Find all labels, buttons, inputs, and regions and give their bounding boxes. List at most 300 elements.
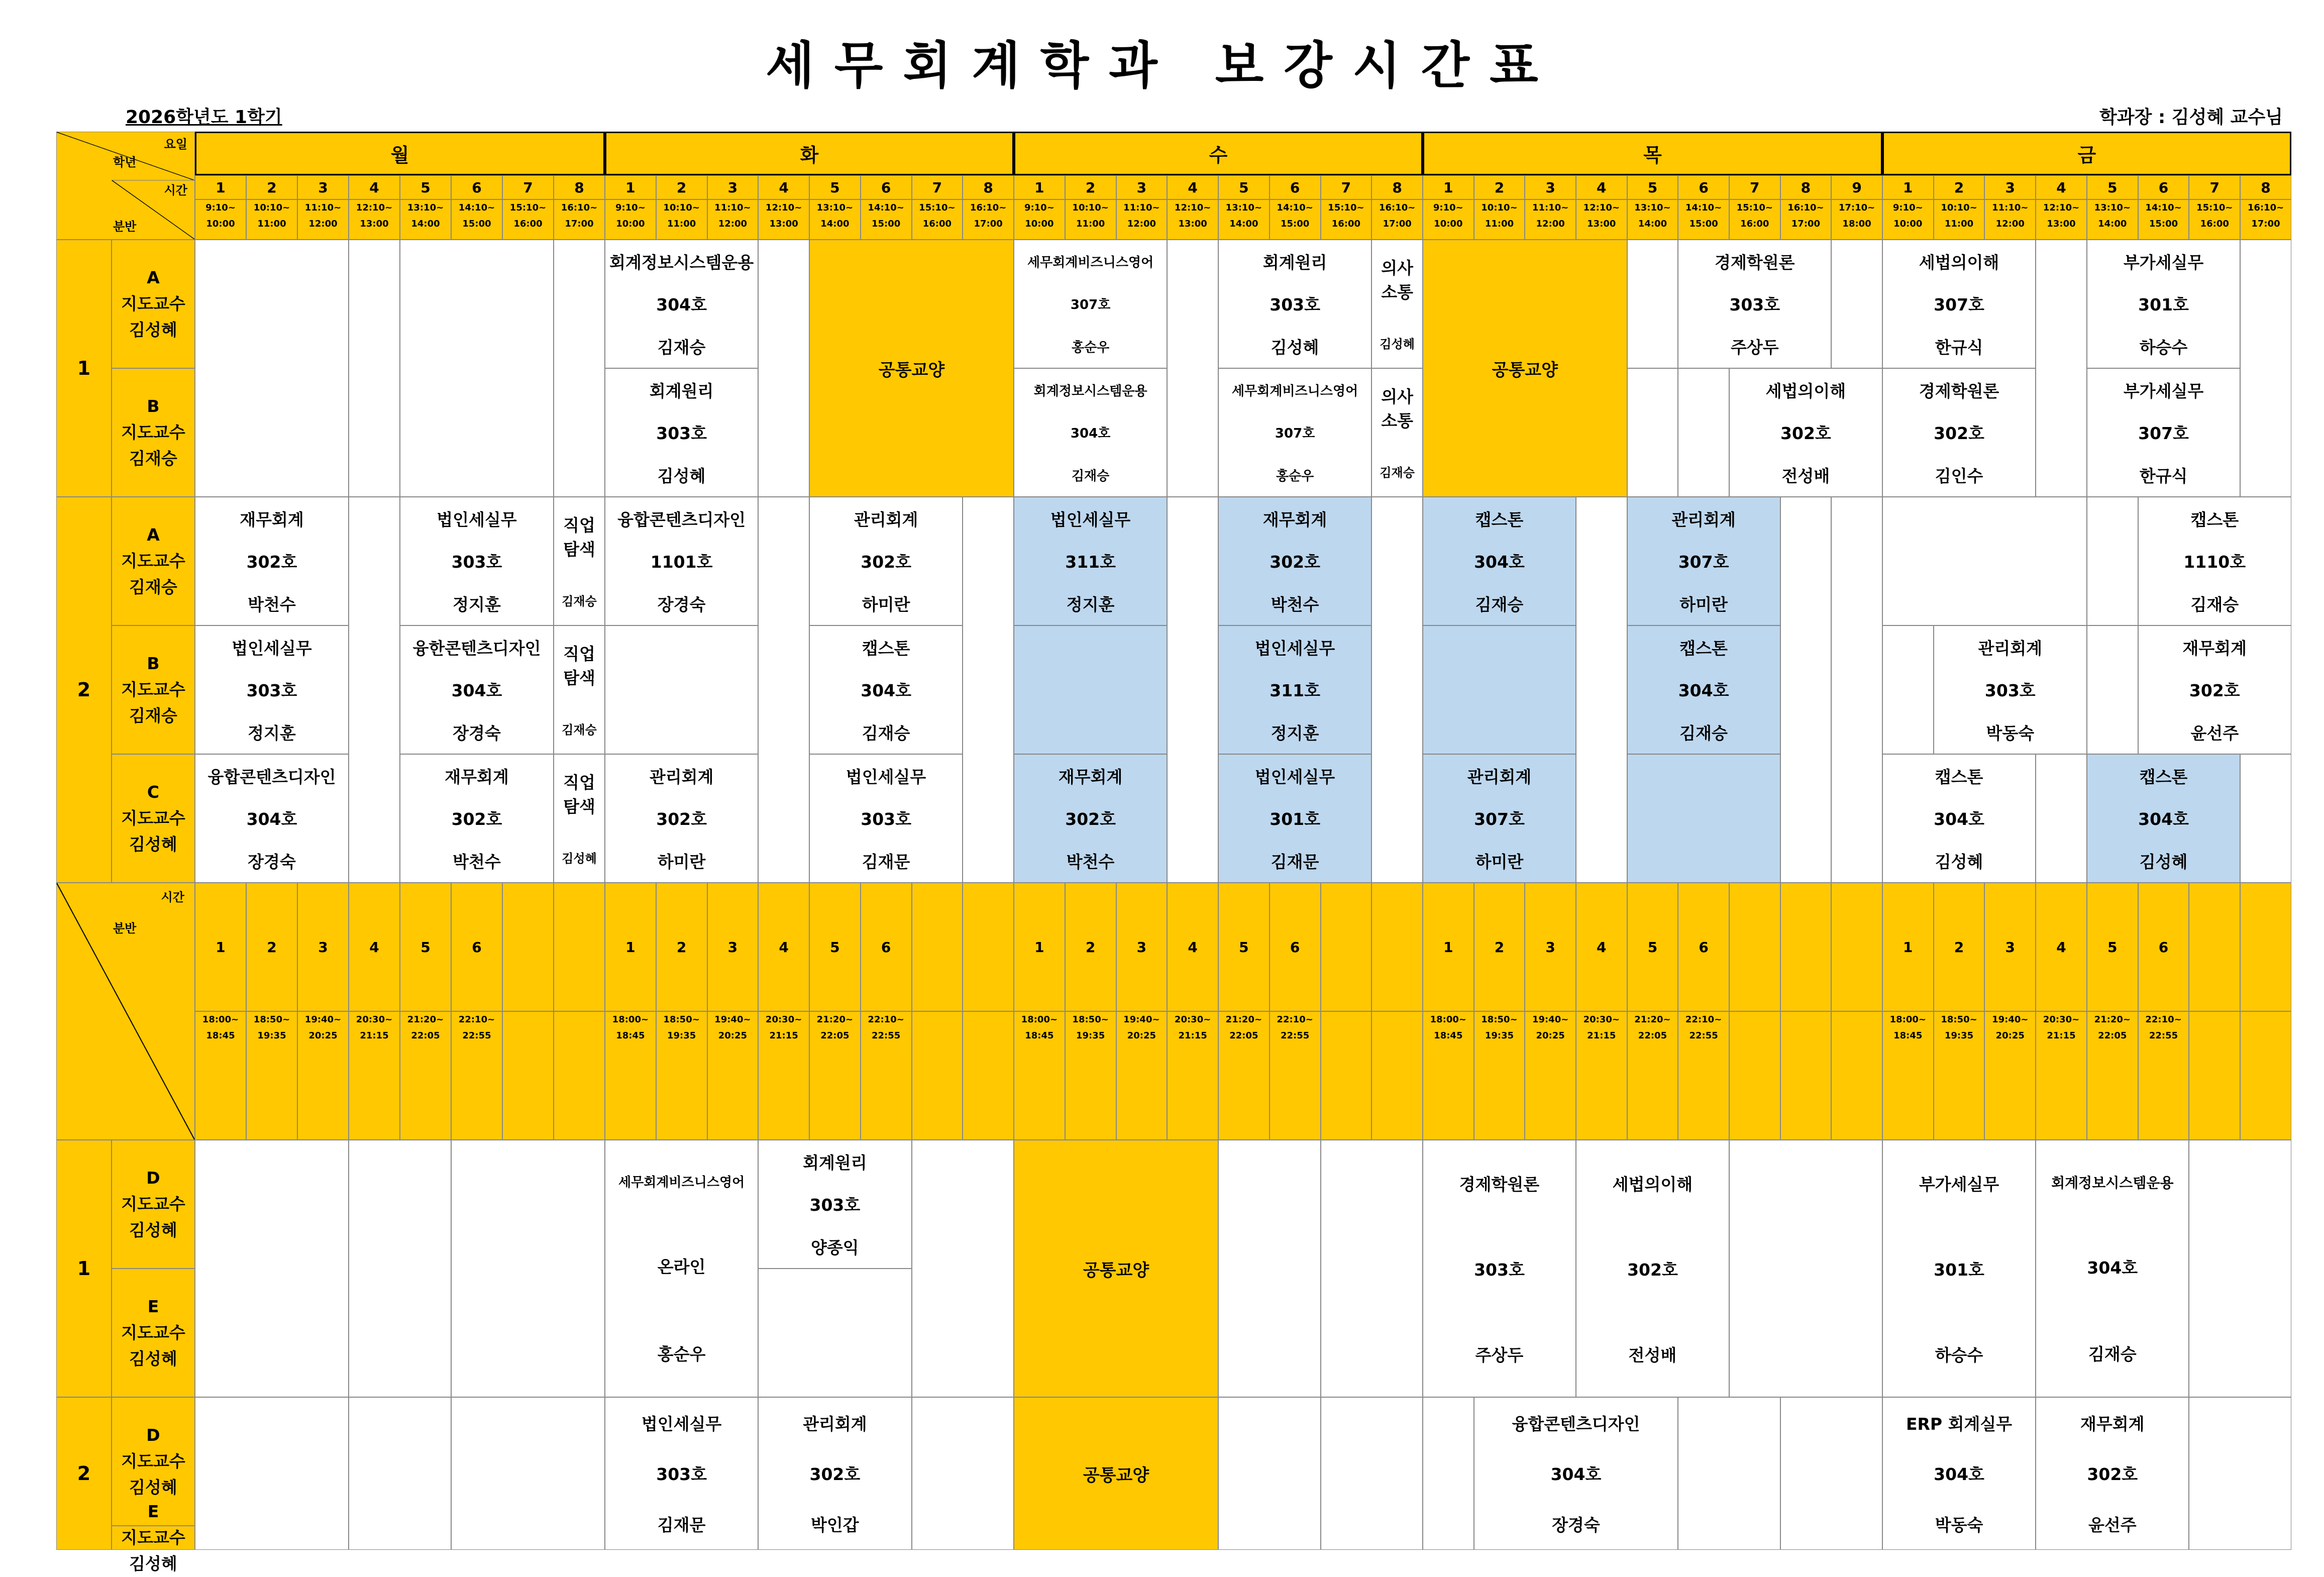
period-number: 1	[1014, 883, 1065, 1011]
empty-cell	[758, 497, 809, 883]
empty-cell	[1831, 240, 1882, 368]
period-end: 22:55	[1689, 1030, 1718, 1041]
period-end: 18:45	[206, 1030, 235, 1041]
class-room: 1101호	[650, 552, 713, 572]
empty-cell	[2240, 754, 2291, 883]
period-start: 15:10~	[919, 202, 956, 213]
class-cell	[1882, 240, 2036, 368]
period-time	[451, 199, 502, 240]
class-cell	[605, 1140, 758, 1397]
period-time	[707, 199, 759, 240]
class-cell	[1014, 240, 1167, 368]
class-room: 304호	[1474, 552, 1525, 572]
class-cell	[1423, 1140, 1576, 1397]
class-cell	[195, 497, 349, 625]
period-start: 19:40~	[1123, 1014, 1160, 1025]
section-label: D 지도교수 김성혜	[112, 1397, 195, 1526]
period-end: 11:00	[1485, 219, 1514, 229]
period-end: 22:55	[2149, 1030, 2178, 1041]
comm-teacher: 김재승	[1380, 466, 1415, 480]
class-teacher: 김성혜	[1271, 338, 1319, 358]
section-label: E 지도교수 김성혜	[112, 1269, 195, 1397]
period-time	[195, 1011, 246, 1140]
empty-cell	[2036, 240, 2087, 497]
class-subject: 재무회계	[1262, 509, 1327, 530]
class-room: 302호	[1780, 424, 1831, 444]
period-number: 5	[2087, 883, 2138, 1011]
period-end: 17:00	[1383, 219, 1412, 229]
period-end: 13:00	[1178, 219, 1207, 229]
period-number: 2	[1934, 883, 1985, 1011]
period-number: 5	[400, 175, 451, 199]
class-subject: 경제학원론	[1459, 1174, 1540, 1194]
empty-cell	[2087, 625, 2138, 754]
class-teacher: 김재승	[2190, 595, 2239, 615]
period-end: 15:00	[2149, 219, 2178, 229]
period-start: 16:10~	[970, 202, 1007, 213]
period-time	[297, 199, 349, 240]
comm-cell	[1371, 240, 1423, 368]
period-number: 7	[1321, 175, 1372, 199]
period-time	[1984, 1011, 2036, 1140]
period-end: 12:00	[1995, 219, 2025, 229]
period-start: 19:40~	[1992, 1014, 2029, 1025]
department-head: 학과장 : 김성혜 교수님	[2099, 107, 2283, 128]
period-time	[246, 1011, 297, 1140]
empty-cell	[1014, 625, 1167, 754]
period-number: 7	[1729, 175, 1780, 199]
job-title: 직업 탐색	[563, 515, 595, 559]
period-end: 16:00	[2200, 219, 2229, 229]
class-room: 302호	[861, 552, 911, 572]
class-teacher: 김재승	[1475, 595, 1524, 615]
period-start: 14:10~	[868, 202, 904, 213]
job-teacher: 김재승	[562, 723, 597, 737]
period-time	[1934, 1011, 1985, 1140]
corner-section-label: 분반	[113, 220, 137, 234]
period-end: 16:00	[1740, 219, 1769, 229]
class-room: 304호	[1070, 426, 1111, 442]
class-room: 303호	[1984, 681, 2036, 701]
class-room: 301호	[1934, 1259, 1984, 1280]
class-cell	[1678, 240, 1831, 368]
class-room: 302호	[2189, 681, 2240, 701]
period-start: 11:10~	[1532, 202, 1569, 213]
empty-cell	[1780, 1011, 1832, 1140]
class-cell	[2036, 1140, 2189, 1397]
period-start: 11:10~	[1123, 202, 1160, 213]
period-number: 1	[195, 175, 246, 199]
comm-cell	[1371, 368, 1423, 497]
period-number: 6	[451, 883, 502, 1011]
period-start: 12:10~	[1174, 202, 1211, 213]
timetable-grid	[56, 132, 2284, 1573]
period-end: 14:00	[1229, 219, 1258, 229]
period-time	[2138, 1011, 2189, 1140]
empty-cell	[2189, 1397, 2291, 1550]
period-end: 21:15	[360, 1030, 389, 1041]
class-cell	[605, 754, 758, 883]
class-room: 302호	[809, 1464, 861, 1485]
empty-cell	[1831, 497, 1882, 883]
period-start: 18:00~	[612, 1014, 649, 1025]
class-room: 303호	[451, 552, 502, 572]
empty-cell	[1831, 883, 1882, 1011]
empty-cell	[1729, 1140, 1882, 1397]
class-teacher: 김재승	[2088, 1344, 2137, 1364]
period-time	[1218, 199, 1270, 240]
class-cell	[400, 497, 554, 625]
period-number: 8	[963, 175, 1014, 199]
class-subject: 캡스톤	[2139, 767, 2188, 787]
grade-label: 2	[56, 1397, 112, 1550]
class-cell	[1218, 497, 1371, 625]
section-label: A 지도교수 김재승	[112, 497, 195, 625]
class-teacher: 정지훈	[453, 595, 501, 615]
class-cell	[2138, 625, 2291, 754]
class-subject: 융한콘텐츠디자인	[412, 638, 541, 658]
period-end: 12:00	[1536, 219, 1565, 229]
class-room: 307호	[2138, 424, 2189, 444]
period-number: 5	[400, 883, 451, 1011]
period-time	[1116, 1011, 1168, 1140]
class-subject: 캡스톤	[862, 638, 910, 658]
class-subject: 법인세실무	[437, 509, 517, 530]
period-time	[707, 1011, 759, 1140]
period-time	[1371, 199, 1423, 240]
period-number: 9	[1831, 175, 1882, 199]
period-start: 16:10~	[1787, 202, 1824, 213]
comm-title: 의사 소통	[1381, 258, 1413, 302]
period-start: 18:50~	[1481, 1014, 1518, 1025]
period-start: 14:10~	[1685, 202, 1722, 213]
period-time	[1882, 1011, 1934, 1140]
period-start: 9:10~	[1024, 202, 1054, 213]
class-teacher: 김재승	[657, 338, 706, 358]
period-start: 9:10~	[1892, 202, 1923, 213]
period-time	[246, 199, 297, 240]
period-time	[1116, 199, 1168, 240]
period-time	[2087, 199, 2138, 240]
period-number: 6	[861, 175, 912, 199]
class-cell	[605, 497, 758, 625]
period-start: 9:10~	[205, 202, 236, 213]
period-start: 10:10~	[253, 202, 290, 213]
period-time	[1627, 1011, 1678, 1140]
empty-cell	[1423, 1397, 1474, 1550]
section-label: C 지도교수 김성혜	[112, 754, 195, 883]
corner-grade-label: 학년	[113, 155, 137, 169]
empty-cell	[1371, 1011, 1423, 1140]
period-time	[1014, 199, 1065, 240]
class-room: 311호	[1065, 552, 1116, 572]
period-time	[809, 1011, 861, 1140]
period-time	[656, 1011, 707, 1140]
section-label: 지도교수 김성혜	[112, 1526, 195, 1550]
period-start: 18:50~	[253, 1014, 290, 1025]
period-number: 3	[1984, 883, 2036, 1011]
period-start: 19:40~	[1532, 1014, 1569, 1025]
period-start: 13:10~	[1634, 202, 1671, 213]
empty-cell	[1167, 240, 1218, 497]
period-number: 5	[1218, 883, 1270, 1011]
class-cell	[2087, 754, 2240, 883]
period-start: 22:10~	[1685, 1014, 1722, 1025]
period-start: 11:10~	[304, 202, 342, 213]
period-number: 4	[2036, 883, 2087, 1011]
period-time	[1065, 199, 1116, 240]
class-room: 302호	[1627, 1259, 1678, 1280]
comm-title: 의사 소통	[1381, 387, 1413, 431]
empty-cell	[1371, 497, 1423, 883]
class-cell	[758, 1397, 911, 1550]
empty-cell	[349, 1397, 451, 1550]
class-cell	[1423, 754, 1576, 883]
class-room: 302호	[2087, 1464, 2138, 1485]
class-subject: 부가세실무	[2123, 381, 2204, 401]
class-subject: 재무회계	[1058, 767, 1123, 787]
class-subject: 경제학원론	[1919, 381, 1999, 401]
period-end: 21:15	[1587, 1030, 1616, 1041]
corner-time-label: 시간	[164, 183, 187, 197]
class-subject: 경제학원론	[1715, 252, 1795, 272]
class-subject: 세무회계비즈니스영어	[1232, 383, 1358, 399]
period-number: 2	[1474, 175, 1525, 199]
class-subject: 회계정보시스템운용	[1033, 383, 1147, 399]
class-room: 303호	[861, 809, 911, 829]
empty-cell	[502, 883, 554, 1011]
class-room: 304호	[1550, 1464, 1602, 1485]
class-cell	[195, 754, 349, 883]
period-start: 20:30~	[356, 1014, 393, 1025]
class-subject: 재무회계	[2182, 638, 2247, 658]
period-end: 22:05	[411, 1030, 440, 1041]
period-time	[1218, 1011, 1270, 1140]
period-end: 22:05	[820, 1030, 850, 1041]
common-block: 공통교양	[1423, 240, 1627, 497]
period-start: 22:10~	[1277, 1014, 1313, 1025]
empty-cell	[1371, 883, 1423, 1011]
class-teacher: 김성혜	[657, 466, 706, 486]
class-subject: ERP 회계실무	[1906, 1414, 2013, 1434]
period-time	[1321, 199, 1372, 240]
period-start: 18:00~	[1430, 1014, 1467, 1025]
class-cell	[605, 368, 758, 497]
empty-cell	[554, 883, 605, 1011]
class-subject: 세무회계비즈니스영어	[618, 1175, 745, 1191]
empty-cell	[912, 1011, 963, 1140]
period-end: 17:00	[2251, 219, 2280, 229]
period-start: 20:30~	[2043, 1014, 2080, 1025]
period-number: 2	[1474, 883, 1525, 1011]
period-number: 3	[1525, 883, 1576, 1011]
class-cell	[809, 754, 963, 883]
class-room: 303호	[1270, 295, 1320, 315]
empty-cell	[912, 1397, 1014, 1550]
class-subject: 관리회계	[803, 1414, 867, 1434]
class-room: 304호	[246, 809, 297, 829]
period-start: 13:10~	[1225, 202, 1262, 213]
class-room: 307호	[1070, 297, 1111, 313]
period-end: 13:00	[769, 219, 798, 229]
period-number: 4	[758, 883, 809, 1011]
period-start: 11:10~	[714, 202, 751, 213]
section-label: D 지도교수 김성혜	[112, 1140, 195, 1269]
period-number: 4	[349, 883, 400, 1011]
period-end: 15:00	[1689, 219, 1718, 229]
empty-cell	[554, 240, 605, 497]
class-subject: 세법의이해	[1612, 1174, 1693, 1194]
empty-cell	[2189, 883, 2240, 1011]
period-start: 19:40~	[304, 1014, 342, 1025]
class-cell	[1014, 368, 1167, 497]
class-room: 307호	[1934, 295, 1984, 315]
period-time	[861, 199, 912, 240]
period-start: 13:10~	[816, 202, 854, 213]
period-time	[1576, 199, 1627, 240]
empty-cell	[1729, 883, 1780, 1011]
class-teacher: 김재문	[1271, 852, 1319, 872]
class-cell	[400, 754, 554, 883]
empty-cell	[195, 1397, 349, 1550]
period-number: 3	[1116, 175, 1168, 199]
period-start: 15:10~	[1736, 202, 1773, 213]
empty-cell	[349, 497, 400, 883]
empty-cell	[1627, 754, 1780, 883]
period-start: 10:10~	[1481, 202, 1518, 213]
class-subject: 캡스톤	[1935, 767, 1983, 787]
period-start: 20:30~	[1583, 1014, 1620, 1025]
class-teacher: 김성혜	[2139, 852, 2188, 872]
period-time	[605, 1011, 656, 1140]
period-number: 6	[1270, 175, 1321, 199]
class-subject: 세법의이해	[1919, 252, 1999, 272]
class-room: 304호	[656, 295, 707, 315]
class-room: 302호	[656, 809, 707, 829]
period-number: 2	[656, 175, 707, 199]
class-cell	[1423, 497, 1576, 625]
period-time	[1984, 199, 2036, 240]
comm-teacher: 김성혜	[1380, 337, 1415, 351]
empty-cell	[1780, 883, 1832, 1011]
period-start: 18:00~	[1021, 1014, 1058, 1025]
period-end: 12:00	[1127, 219, 1156, 229]
period-end: 17:00	[565, 219, 594, 229]
period-time	[1576, 1011, 1627, 1140]
class-cell	[1014, 497, 1167, 625]
period-end: 15:00	[1280, 219, 1310, 229]
class-teacher: 전성배	[1628, 1345, 1677, 1365]
class-teacher: 하미란	[657, 852, 706, 872]
period-end: 22:05	[1229, 1030, 1258, 1041]
period-end: 13:00	[1587, 219, 1616, 229]
class-teacher: 홍순우	[1276, 469, 1314, 484]
class-subject: 융합콘텐츠디자인	[1512, 1414, 1640, 1434]
period-number: 6	[451, 175, 502, 199]
class-cell	[1014, 754, 1167, 883]
period-end: 11:00	[1944, 219, 1974, 229]
class-subject: 캡스톤	[2190, 509, 2239, 530]
period-start: 18:00~	[1889, 1014, 1926, 1025]
period-number: 8	[554, 175, 605, 199]
period-end: 10:00	[1893, 219, 1923, 229]
empty-cell	[963, 883, 1014, 1011]
period-number: 7	[502, 175, 554, 199]
empty-cell	[1627, 368, 1678, 497]
period-number: 2	[656, 883, 707, 1011]
empty-cell	[1882, 497, 2087, 625]
class-subject: 관리회계	[1671, 509, 1736, 530]
period-end: 14:00	[411, 219, 440, 229]
class-cell	[758, 1140, 911, 1269]
section-label: A 지도교수 김성혜	[112, 240, 195, 368]
class-subject: 법인세실무	[232, 638, 312, 658]
empty-cell	[2036, 754, 2087, 883]
class-cell	[400, 625, 554, 754]
empty-cell	[400, 240, 554, 497]
class-room: 304호	[1934, 809, 1984, 829]
period-number: 2	[246, 883, 297, 1011]
period-start: 9:10~	[1433, 202, 1463, 213]
period-end: 16:00	[922, 219, 952, 229]
period-start: 10:10~	[663, 202, 700, 213]
class-subject: 재무회계	[2080, 1414, 2145, 1434]
period-time	[1627, 199, 1678, 240]
period-time	[861, 1011, 912, 1140]
period-time	[1065, 1011, 1116, 1140]
class-subject: 회계원리	[803, 1152, 867, 1173]
period-start: 21:20~	[816, 1014, 854, 1025]
empty-cell	[1576, 497, 1627, 883]
empty-cell	[195, 1140, 349, 1397]
period-number: 1	[1882, 175, 1934, 199]
class-teacher: 양종익	[811, 1238, 859, 1258]
period-start: 10:10~	[1072, 202, 1109, 213]
period-end: 22:55	[462, 1030, 491, 1041]
period-number: 8	[2240, 175, 2291, 199]
period-number: 6	[1270, 883, 1321, 1011]
class-subject: 회계원리	[1262, 252, 1327, 272]
period-number: 5	[2087, 175, 2138, 199]
class-subject: 회계원리	[649, 381, 714, 401]
period-number: 4	[1576, 175, 1627, 199]
class-subject: 관리회계	[1467, 767, 1532, 787]
period-start: 12:10~	[765, 202, 802, 213]
period-time	[1423, 199, 1474, 240]
period-time	[2036, 1011, 2087, 1140]
period-end: 20:25	[1995, 1030, 2025, 1041]
period-number: 1	[1423, 175, 1474, 199]
period-end: 18:45	[616, 1030, 645, 1041]
period-end: 19:35	[667, 1030, 696, 1041]
period-start: 13:10~	[2094, 202, 2131, 213]
period-number: 7	[2189, 175, 2240, 199]
period-start: 14:10~	[1277, 202, 1313, 213]
period-end: 10:00	[206, 219, 235, 229]
period-end: 14:00	[1638, 219, 1667, 229]
period-time	[656, 199, 707, 240]
period-start: 21:20~	[1225, 1014, 1262, 1025]
period-number: 1	[605, 175, 656, 199]
empty-cell	[1780, 1397, 1882, 1550]
period-number: 3	[1116, 883, 1168, 1011]
period-time	[502, 199, 554, 240]
header-corner	[56, 132, 195, 240]
class-subject: 부가세실무	[2123, 252, 2204, 272]
term-label: 2026학년도 1학기	[126, 107, 282, 128]
class-teacher: 장경숙	[657, 595, 706, 615]
period-number: 6	[2138, 175, 2189, 199]
